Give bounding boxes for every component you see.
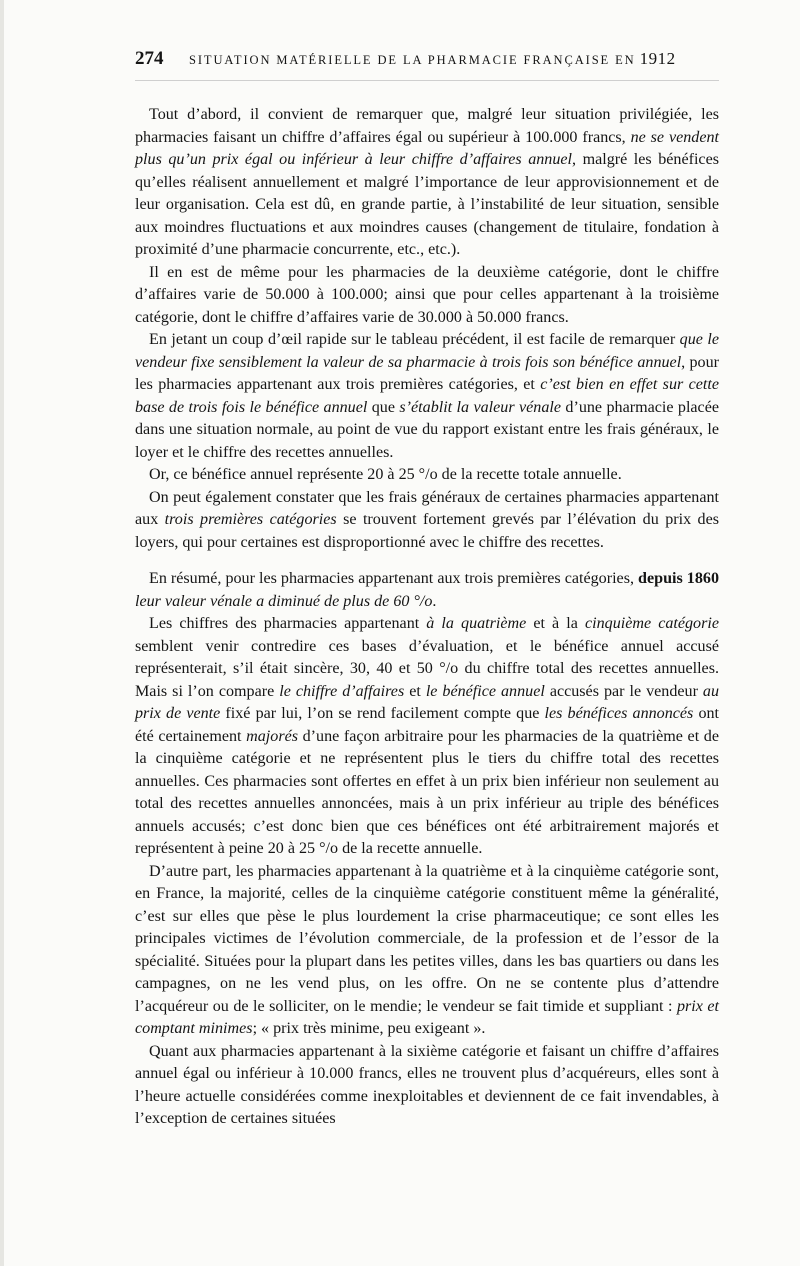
running-title — [189, 49, 676, 69]
paragraph — [135, 329, 719, 464]
text-run: , malgré les bénéfices qu’elles réalisent annuellement et malgré l’importance de leur approvisionnement et de leur organisation. Cela est dû, en grande partie, à l’instabilité de leur situation, sensible aux moindres fluctuations et aux moindres causes (changement de titulaire, fondation à proximité d’une pharmacie concurrente, etc., etc.). — [135, 151, 719, 258]
scan-edge — [0, 0, 4, 1266]
text-run: D’autre part, les pharmacies appartenant à la quatrième et à la cinquième catégorie sont, en France, la majorité, celles de la cinquième catégorie constituent même la généralité, c’est sur elles que pèse le plus lourdement la crise pharmaceutique; ce sont elles les principales victimes de l’évolution commerciale, de la profession et de l’essor de la spécialité. Situées pour la plupart dans les petites villes, dans les bas quartiers ou dans les campagnes, on ne les vend plus, on les offre. On ne se contente plus d’attendre l’acquéreur ou de le solliciter, on le mendie; le vendeur se fait timide et suppliant : — [135, 862, 719, 1015]
italic-run: le bénéfice annuel — [425, 682, 545, 700]
italic-run: c’est bien en effet sur cette base de trois fois le bénéfice annuel — [135, 376, 719, 416]
text-run: Les chiffres des pharmacies appartenant — [149, 615, 427, 632]
paragraph — [135, 104, 719, 262]
paragraph — [135, 1041, 719, 1131]
italic-run: cinquième catégorie — [584, 615, 719, 632]
text-run: ont été certainement — [135, 705, 720, 745]
text-run: d’une façon arbitraire pour les pharmacies de la quatrième et de la cinquième catégorie et ne représentent plus le tiers du chiffre total des recettes annuelles. Ces pharmacies sont offertes en effet à un prix bien inférieur non seulement au total des recettes annuelles annoncées, mais à un prix inférieur au triple des bénéfices annuels accusés; c’est donc bien que ces bénéfices ont été arbitrairement majorés et représentent à peine 20 à 25 °/o de la recette annuelle. — [135, 727, 720, 857]
italic-run: que le vendeur fixe sensiblement la valeur de sa pharmacie à trois fois son bénéfice annuel — [135, 331, 720, 371]
text-run: . — [432, 592, 437, 610]
italic-run: au prix de vente — [135, 682, 720, 722]
text-run: En résumé, pour les pharmacies appartenant aux trois premières catégories, — [149, 570, 639, 587]
page-number: 274 — [135, 48, 164, 69]
text-run: et à la — [526, 615, 585, 632]
italic-run: le chiffre d’affaires — [279, 682, 405, 700]
text-run: Il en est de même pour les pharmacies de la deuxième catégorie, dont le chiffre d’affaires varie de 50.000 à 100.000; ainsi que pour celles appartenant à la troisième catégorie, dont le chiffre d’affaires varie de 30.000 à 50.000 francs. — [135, 263, 719, 326]
paragraph — [135, 464, 719, 487]
paragraph — [135, 568, 719, 613]
running-title-text: SITUATION MATÉRIELLE DE LA PHARMACIE FRANÇAISE EN — [189, 53, 636, 67]
italic-run: majorés — [246, 727, 298, 745]
paragraph — [135, 861, 719, 1041]
text-run: se trouvent fortement grevés par l’élévation du prix des loyers, qui pour certaines est disproportionné avec le chiffre des recettes. — [135, 511, 719, 551]
text-run: Tout d’abord, il convient de remarquer que, malgré leur situation privilégiée, les pharmacies faisant un chiffre d’affaires égal ou supérieur à 100.000 francs, — [135, 106, 719, 146]
running-title-year: 1912 — [639, 49, 676, 68]
text-run: En jetant un coup d’œil rapide sur le tableau précédent, il est facile de remarquer — [149, 331, 680, 348]
body-text — [135, 104, 719, 1131]
header-rule — [135, 80, 719, 81]
italic-run: s’établit la valeur vénale — [399, 398, 562, 416]
italic-run: les bénéfices annoncés — [544, 705, 694, 722]
text-run: Or, ce bénéfice annuel représente 20 à 25 °/o de la recette totale annuelle. — [149, 466, 622, 483]
text-run: d’une pharmacie placée dans une situation normale, au point de vue du rapport existant entre les frais généraux, le loyer et le chiffre des recettes annuelles. — [135, 398, 719, 461]
italic-run: à la quatrième — [426, 615, 527, 632]
italic-run: trois premières catégories — [164, 511, 337, 528]
text-run: , pour les pharmacies appartenant aux trois premières catégories, et — [135, 353, 720, 393]
paragraph — [135, 262, 719, 330]
paragraph — [135, 613, 719, 861]
text-run: semblent venir contredire ces bases d’évaluation, et le bénéfice annuel accusé représenterait, s’il était sincère, 30, 40 et 50 °/o du chiffre total des recettes annuelles. Mais si l’on compare — [135, 637, 719, 700]
text-run: Quant aux pharmacies appartenant à la sixième catégorie et faisant un chiffre d’affaires annuel égal ou inférieur à 10.000 francs, elles ne trouvent plus d’acquéreurs, elles sont à l’heure actuelle considérées comme inexploitables et deviennent de ce fait invendables, à l’exception de certaines situées — [135, 1042, 719, 1127]
paragraph — [135, 487, 719, 555]
bold-run: depuis 1860 — [638, 570, 719, 587]
italic-run: ne se vendent plus qu’un prix égal ou inférieur à leur chiffre d’affaires annuel — [135, 128, 719, 168]
text-run: ; « prix très minime, peu exigeant ». — [252, 1020, 486, 1037]
italic-run: leur valeur vénale a diminué de plus de 60 °/o — [135, 592, 433, 610]
page-header — [135, 48, 719, 74]
text-run: et — [404, 682, 426, 700]
text-run: que — [367, 398, 400, 416]
text-run: On peut également constater que les frais généraux de certaines pharmacies appartenant aux — [135, 488, 719, 528]
text-run: accusés par le vendeur — [544, 682, 703, 700]
italic-run: prix et comptant minimes — [135, 997, 720, 1037]
text-run: fixé par lui, l’on se rend facilement compte que — [220, 705, 545, 722]
